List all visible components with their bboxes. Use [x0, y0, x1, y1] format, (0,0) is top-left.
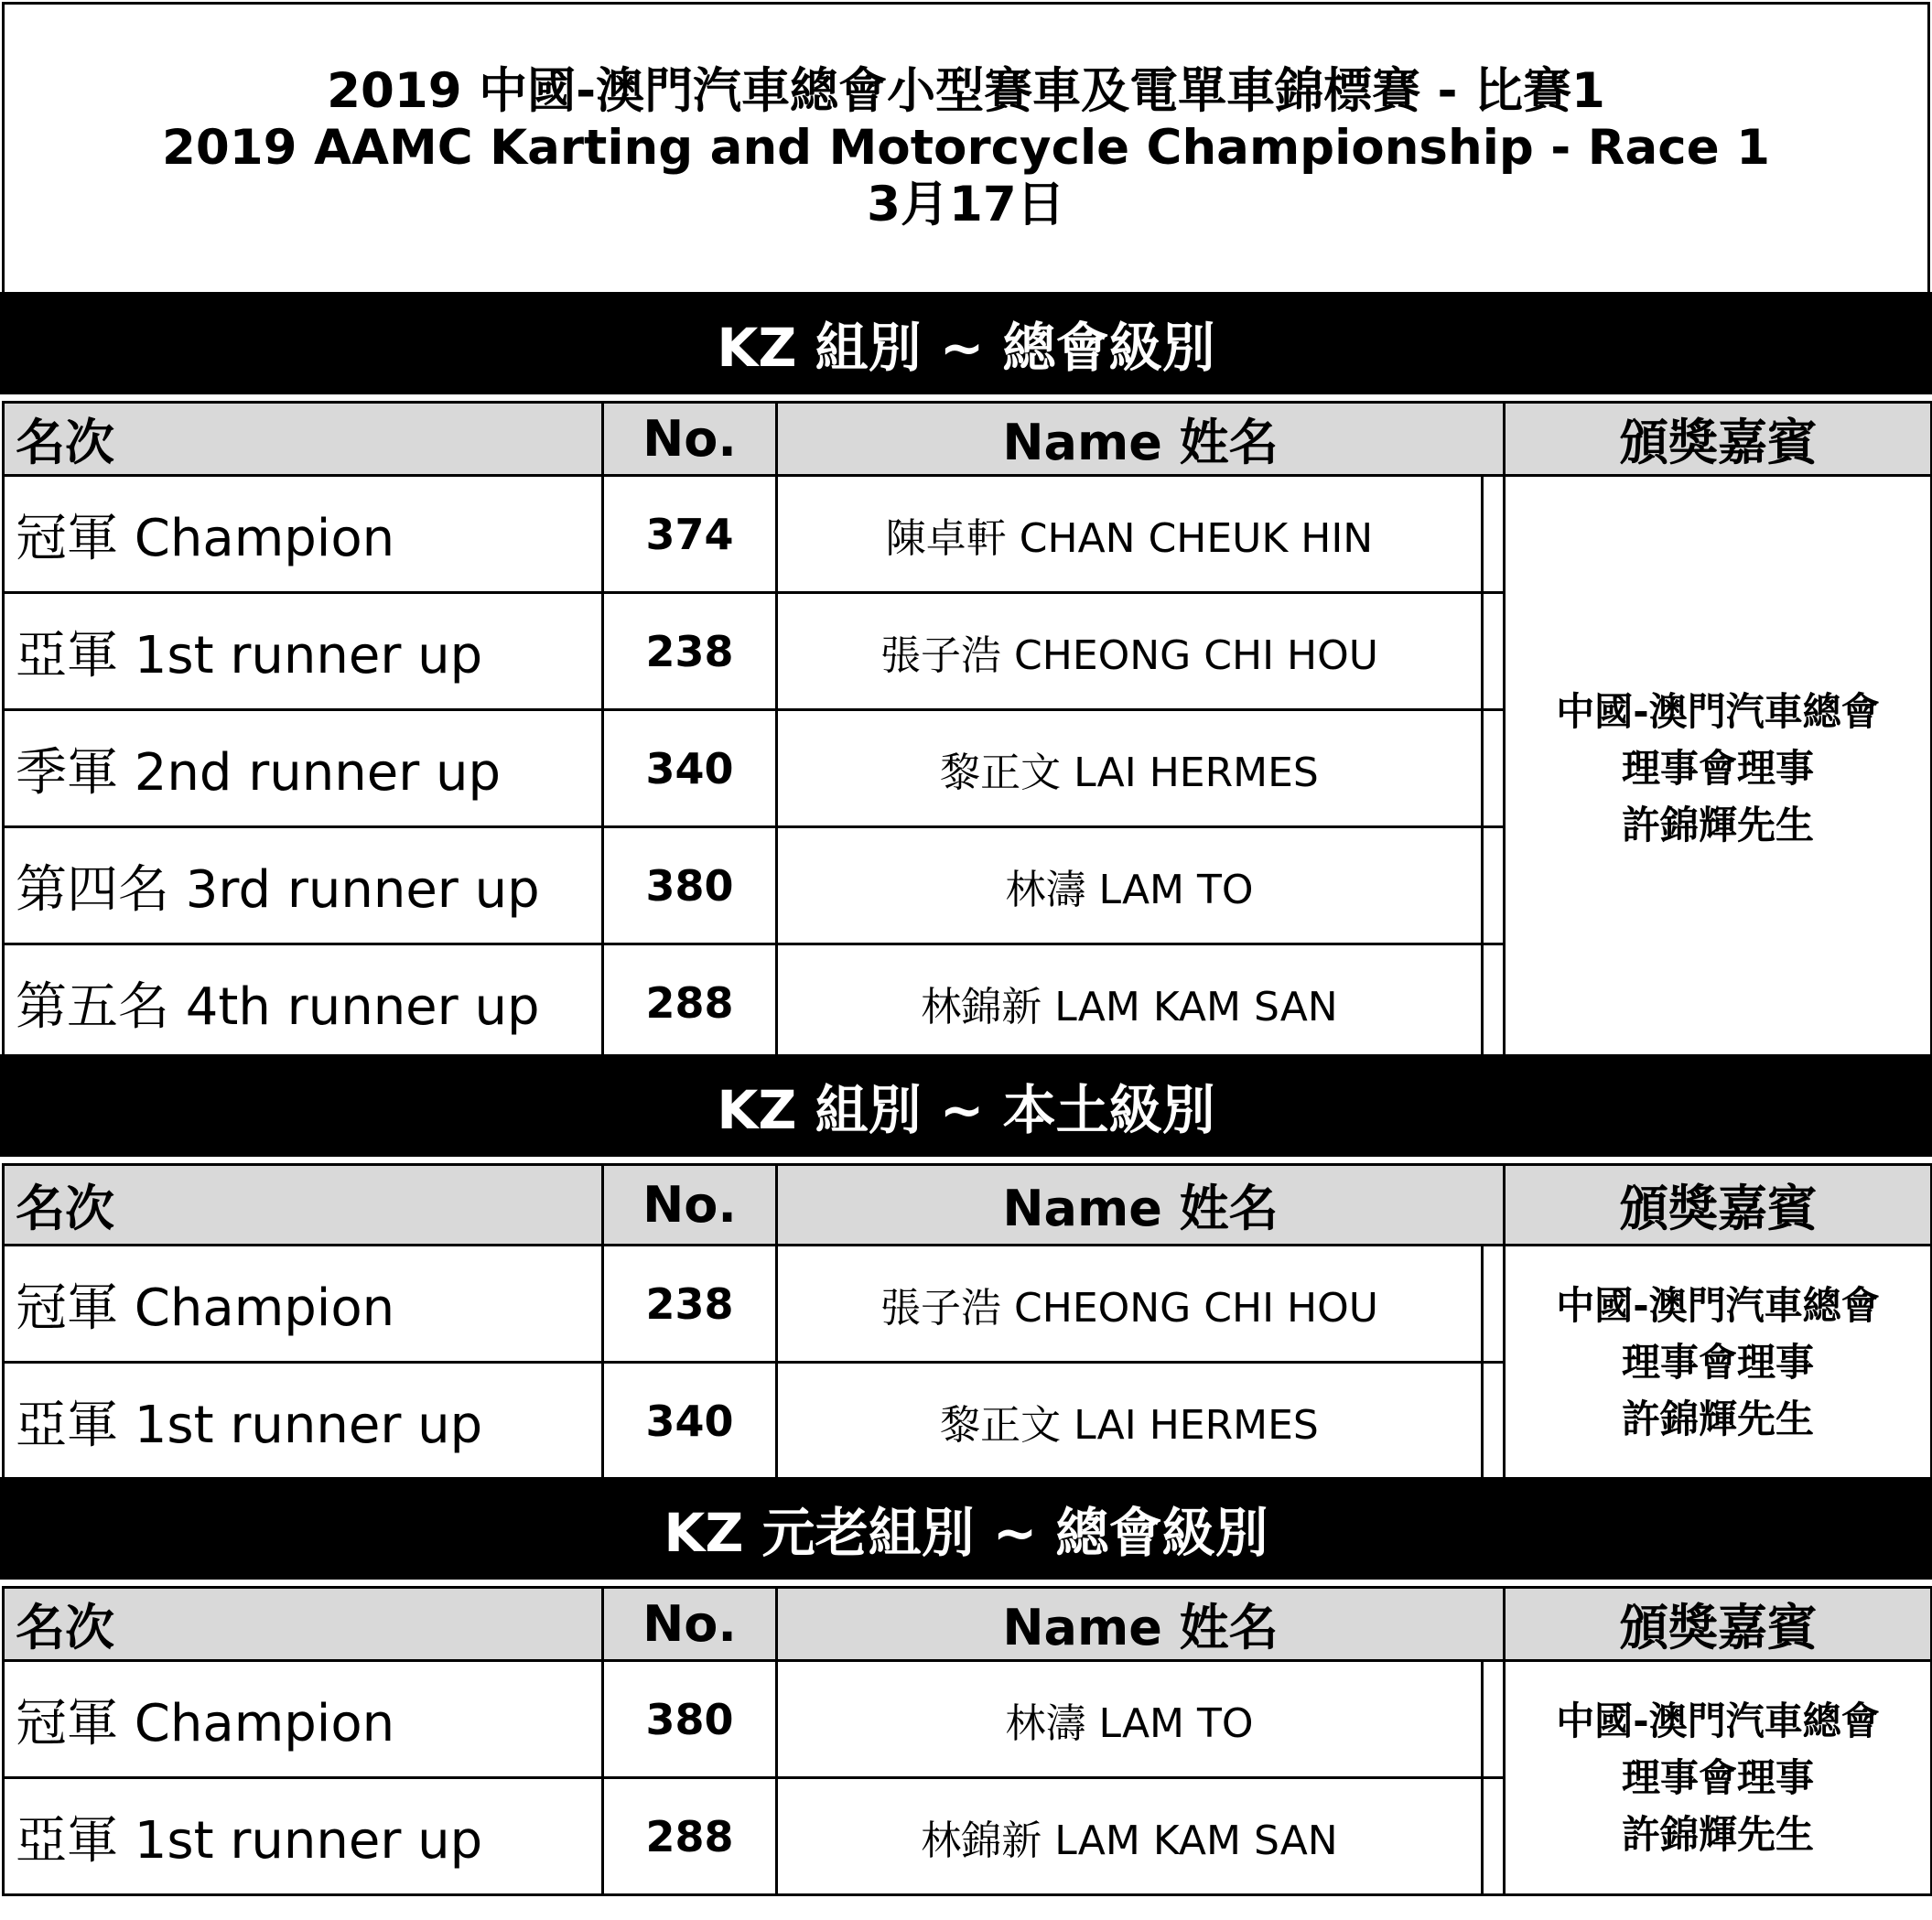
section-title-kz-aamc: KZ 組別 ~ 總會級別	[0, 292, 1932, 394]
presenter-line: 許錦輝先生	[1622, 1811, 1815, 1857]
rank-cell: 第五名 4th runner up	[4, 944, 603, 1062]
presenter-cell	[1505, 476, 1932, 1062]
results-table-kz-local	[2, 1163, 1932, 1481]
rank-cell: 冠軍 Champion	[4, 1661, 603, 1778]
number-cell: 380	[603, 1661, 777, 1778]
presenter-line: 理事會理事	[1622, 745, 1815, 791]
presenter-line: 理事會理事	[1622, 1754, 1815, 1800]
number-cell: 340	[603, 710, 777, 827]
number-cell: 380	[603, 827, 777, 944]
table-row	[4, 1661, 1932, 1778]
results-table-kz-senior	[2, 1586, 1932, 1896]
name-cell: 黎正文 LAI HERMES	[777, 1363, 1483, 1480]
spacer-cell	[1483, 827, 1505, 944]
presenter-cell	[1505, 1661, 1932, 1895]
rank-cell: 亞軍 1st runner up	[4, 1363, 603, 1480]
number-cell: 374	[603, 476, 777, 593]
presenter-line: 中國-澳門汽車總會	[1556, 1698, 1880, 1743]
title-chinese: 2019 中國-澳門汽車總會小型賽車及電單車錦標賽 - 比賽1	[327, 63, 1605, 119]
name-cell: 陳卓軒 CHAN CHEUK HIN	[777, 476, 1483, 593]
event-date: 3月17日	[867, 177, 1065, 232]
presenter-line: 理事會理事	[1622, 1339, 1815, 1385]
header-number: No.	[603, 1165, 777, 1246]
spacer-cell	[1483, 593, 1505, 710]
presenter-line: 中國-澳門汽車總會	[1556, 1282, 1880, 1328]
presenter-line: 中國-澳門汽車總會	[1556, 688, 1880, 734]
table-row	[4, 476, 1932, 593]
results-table-kz-aamc	[2, 401, 1932, 1062]
number-cell: 238	[603, 593, 777, 710]
header-rank: 名次	[4, 1165, 603, 1246]
presenter-line: 許錦輝先生	[1622, 802, 1815, 847]
section-title-kz-senior: KZ 元老組別 ~ 總會級別	[0, 1477, 1932, 1580]
rank-cell: 亞軍 1st runner up	[4, 1778, 603, 1895]
name-cell: 張子浩 CHEONG CHI HOU	[777, 1246, 1483, 1363]
spacer-cell	[1483, 1363, 1505, 1480]
header-presenter: 頒獎嘉賓	[1505, 1165, 1932, 1246]
rank-cell: 冠軍 Champion	[4, 1246, 603, 1363]
spacer-cell	[1483, 476, 1505, 593]
spacer-cell	[1483, 944, 1505, 1062]
table-header-row	[4, 1165, 1932, 1246]
presenter-line: 許錦輝先生	[1622, 1396, 1815, 1441]
number-cell: 288	[603, 944, 777, 1062]
name-cell: 林錦新 LAM KAM SAN	[777, 944, 1483, 1062]
rank-cell: 季軍 2nd runner up	[4, 710, 603, 827]
rank-cell: 亞軍 1st runner up	[4, 593, 603, 710]
name-cell: 林錦新 LAM KAM SAN	[777, 1778, 1483, 1895]
name-cell: 林濤 LAM TO	[777, 1661, 1483, 1778]
header-presenter: 頒獎嘉賓	[1505, 1588, 1932, 1661]
spacer-cell	[1483, 710, 1505, 827]
spacer-cell	[1483, 1246, 1505, 1363]
number-cell: 238	[603, 1246, 777, 1363]
number-cell: 288	[603, 1778, 777, 1895]
name-cell: 黎正文 LAI HERMES	[777, 710, 1483, 827]
table-header-row	[4, 403, 1932, 476]
name-cell: 張子浩 CHEONG CHI HOU	[777, 593, 1483, 710]
table-row	[4, 1246, 1932, 1363]
header-number: No.	[603, 403, 777, 476]
header-rank: 名次	[4, 403, 603, 476]
presenter-cell	[1505, 1246, 1932, 1480]
title-english: 2019 AAMC Karting and Motorcycle Championship - Race 1	[162, 120, 1770, 176]
number-cell: 340	[603, 1363, 777, 1480]
name-cell: 林濤 LAM TO	[777, 827, 1483, 944]
header-name: Name 姓名	[777, 1165, 1505, 1246]
header-name: Name 姓名	[777, 403, 1505, 476]
spacer-cell	[1483, 1661, 1505, 1778]
section-title-kz-local: KZ 組別 ~ 本土級別	[0, 1054, 1932, 1157]
rank-cell: 第四名 3rd runner up	[4, 827, 603, 944]
header-presenter: 頒獎嘉賓	[1505, 403, 1932, 476]
spacer-cell	[1483, 1778, 1505, 1895]
table-header-row	[4, 1588, 1932, 1661]
document-header	[2, 2, 1930, 292]
rank-cell: 冠軍 Champion	[4, 476, 603, 593]
header-number: No.	[603, 1588, 777, 1661]
header-rank: 名次	[4, 1588, 603, 1661]
header-name: Name 姓名	[777, 1588, 1505, 1661]
